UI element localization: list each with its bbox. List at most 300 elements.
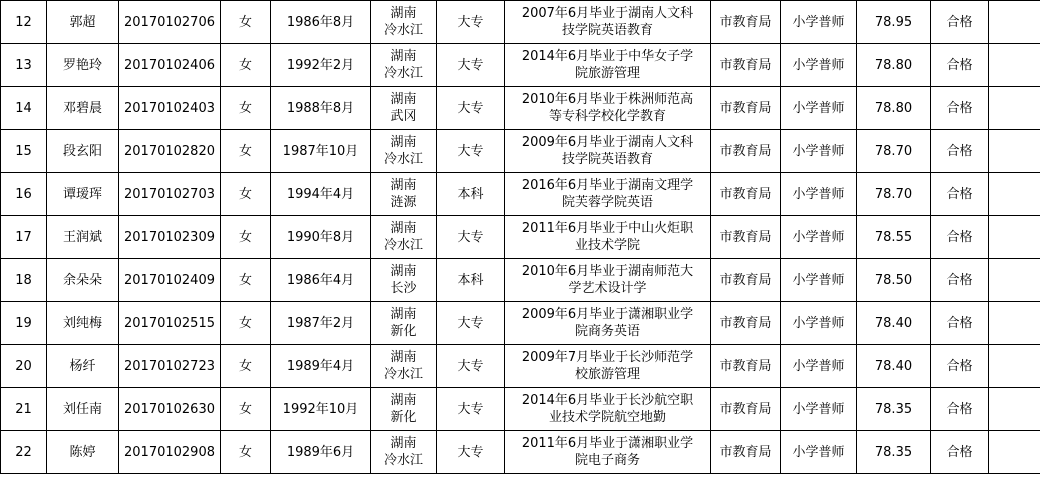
table-row [1, 87, 1044, 130]
cell-exam-id [119, 388, 221, 431]
field-gender: 女 [238, 401, 252, 417]
field-score: 78.50 [874, 272, 913, 288]
table-row [1, 431, 1044, 474]
cell-origin [371, 87, 437, 130]
field-no: 15 [15, 143, 32, 159]
cell-score [857, 388, 931, 431]
field-no: 13 [15, 57, 32, 73]
cell-post [781, 388, 857, 431]
table-row [1, 302, 1044, 345]
field-origin2: 长沙 [390, 281, 417, 296]
field-edu1: 2016年6月毕业于湖南文理学 [521, 178, 694, 193]
field-post: 小学普师 [792, 315, 845, 331]
cell-education [505, 44, 711, 87]
cell-unit [711, 87, 781, 130]
field-edu1: 2007年6月毕业于湖南人文科 [521, 6, 694, 21]
field-result: 合格 [946, 358, 973, 374]
cell-empty [989, 173, 1044, 216]
field-origin1: 湖南 [390, 264, 417, 279]
field-unit: 市教育局 [719, 143, 772, 159]
field-score: 78.70 [874, 186, 913, 202]
cell-score [857, 302, 931, 345]
cell-unit [711, 130, 781, 173]
cell-unit [711, 388, 781, 431]
field-degree: 大专 [457, 57, 484, 73]
field-origin2: 冷水江 [383, 66, 423, 81]
field-origin1: 湖南 [390, 135, 417, 150]
cell-score [857, 216, 931, 259]
field-edu2: 业技术学院航空地勤 [548, 410, 666, 425]
field-edu2: 技学院英语教育 [561, 152, 653, 167]
cell-unit [711, 1, 781, 44]
field-result: 合格 [946, 57, 973, 73]
field-post: 小学普师 [792, 401, 845, 417]
field-id: 20170102908 [124, 444, 215, 460]
field-edu2: 学艺术设计学 [568, 281, 647, 296]
cell-no [1, 87, 47, 130]
cell-name [47, 259, 119, 302]
field-post: 小学普师 [792, 186, 845, 202]
cell-birth [271, 302, 371, 345]
field-origin2: 冷水江 [383, 238, 423, 253]
cell-education [505, 388, 711, 431]
cell-gender [221, 216, 271, 259]
field-no: 21 [15, 401, 32, 417]
field-birth: 1988年8月 [286, 100, 355, 116]
cell-result [931, 431, 989, 474]
field-id: 20170102820 [124, 143, 215, 159]
cell-name [47, 302, 119, 345]
table-row [1, 1, 1044, 44]
cell-birth [271, 130, 371, 173]
cell-empty [989, 44, 1044, 87]
field-no: 20 [15, 358, 32, 374]
field-degree: 本科 [457, 186, 484, 202]
table-row [1, 44, 1044, 87]
cell-unit [711, 431, 781, 474]
cell-education [505, 216, 711, 259]
cell-exam-id [119, 431, 221, 474]
field-result: 合格 [946, 14, 973, 30]
cell-origin [371, 259, 437, 302]
cell-name [47, 431, 119, 474]
field-score: 78.40 [874, 358, 913, 374]
table-body [1, 1, 1044, 474]
field-no: 19 [15, 315, 32, 331]
cell-result [931, 302, 989, 345]
field-birth: 1987年10月 [282, 143, 359, 159]
field-edu1: 2009年6月毕业于湖南人文科 [521, 135, 694, 150]
cell-birth [271, 173, 371, 216]
field-birth: 1990年8月 [286, 229, 355, 245]
cell-birth [271, 345, 371, 388]
cell-no [1, 173, 47, 216]
cell-origin [371, 431, 437, 474]
cell-education [505, 130, 711, 173]
cell-exam-id [119, 130, 221, 173]
cell-name [47, 388, 119, 431]
field-edu1: 2009年6月毕业于潇湘职业学 [521, 307, 694, 322]
cell-exam-id [119, 216, 221, 259]
field-degree: 大专 [457, 358, 484, 374]
cell-result [931, 130, 989, 173]
field-unit: 市教育局 [719, 444, 772, 460]
cell-post [781, 216, 857, 259]
field-no: 12 [15, 14, 32, 30]
field-birth: 1987年2月 [286, 315, 355, 331]
table-row [1, 173, 1044, 216]
cell-no [1, 259, 47, 302]
field-score: 78.40 [874, 315, 913, 331]
cell-name [47, 1, 119, 44]
cell-birth [271, 44, 371, 87]
field-edu1: 2010年6月毕业于株洲师范高 [521, 92, 694, 107]
field-name: 郭超 [69, 14, 96, 30]
cell-score [857, 345, 931, 388]
field-gender: 女 [238, 358, 252, 374]
field-birth: 1989年4月 [286, 358, 355, 374]
field-origin2: 冷水江 [383, 152, 423, 167]
field-gender: 女 [238, 14, 252, 30]
field-id: 20170102630 [124, 401, 215, 417]
cell-degree [437, 431, 505, 474]
cell-exam-id [119, 44, 221, 87]
cell-name [47, 130, 119, 173]
cell-gender [221, 302, 271, 345]
field-result: 合格 [946, 229, 973, 245]
cell-degree [437, 1, 505, 44]
cell-post [781, 173, 857, 216]
field-edu2: 等专科学校化学教育 [548, 109, 666, 124]
cell-empty [989, 130, 1044, 173]
cell-result [931, 1, 989, 44]
field-name: 罗艳玲 [62, 57, 102, 73]
cell-education [505, 1, 711, 44]
cell-score [857, 259, 931, 302]
cell-exam-id [119, 345, 221, 388]
field-edu2: 院旅游管理 [574, 66, 640, 81]
field-origin1: 湖南 [390, 92, 417, 107]
table-row [1, 345, 1044, 388]
cell-no [1, 130, 47, 173]
cell-result [931, 87, 989, 130]
cell-exam-id [119, 173, 221, 216]
cell-empty [989, 388, 1044, 431]
field-result: 合格 [946, 100, 973, 116]
cell-degree [437, 44, 505, 87]
field-no: 16 [15, 186, 32, 202]
cell-post [781, 431, 857, 474]
cell-education [505, 173, 711, 216]
cell-gender [221, 44, 271, 87]
field-gender: 女 [238, 315, 252, 331]
cell-exam-id [119, 259, 221, 302]
field-unit: 市教育局 [719, 57, 772, 73]
field-post: 小学普师 [792, 272, 845, 288]
field-name: 刘纯梅 [62, 315, 102, 331]
cell-score [857, 173, 931, 216]
cell-degree [437, 87, 505, 130]
cell-unit [711, 173, 781, 216]
field-score: 78.70 [874, 143, 913, 159]
field-no: 22 [15, 444, 32, 460]
field-origin1: 湖南 [390, 178, 417, 193]
cell-exam-id [119, 1, 221, 44]
field-origin1: 湖南 [390, 49, 417, 64]
cell-gender [221, 259, 271, 302]
field-origin2: 新化 [390, 410, 417, 425]
cell-empty [989, 216, 1044, 259]
cell-degree [437, 216, 505, 259]
cell-score [857, 130, 931, 173]
cell-origin [371, 1, 437, 44]
cell-no [1, 431, 47, 474]
field-id: 20170102406 [124, 57, 215, 73]
field-id: 20170102409 [124, 272, 215, 288]
field-name: 谭瑷珲 [62, 186, 102, 202]
cell-post [781, 302, 857, 345]
field-score: 78.80 [874, 100, 913, 116]
field-name: 杨纤 [69, 358, 96, 374]
field-birth: 1992年2月 [286, 57, 355, 73]
field-birth: 1986年4月 [286, 272, 355, 288]
cell-unit [711, 44, 781, 87]
cell-birth [271, 259, 371, 302]
field-origin1: 湖南 [390, 350, 417, 365]
cell-gender [221, 1, 271, 44]
field-result: 合格 [946, 315, 973, 331]
cell-unit [711, 259, 781, 302]
field-edu1: 2011年6月毕业于潇湘职业学 [521, 436, 694, 451]
cell-gender [221, 87, 271, 130]
cell-no [1, 1, 47, 44]
cell-birth [271, 388, 371, 431]
cell-origin [371, 216, 437, 259]
page-edge [1040, 0, 1044, 486]
field-origin1: 湖南 [390, 6, 417, 21]
table-row [1, 130, 1044, 173]
cell-no [1, 345, 47, 388]
cell-education [505, 87, 711, 130]
cell-name [47, 87, 119, 130]
cell-no [1, 388, 47, 431]
cell-empty [989, 87, 1044, 130]
field-post: 小学普师 [792, 57, 845, 73]
cell-degree [437, 259, 505, 302]
cell-score [857, 44, 931, 87]
cell-empty [989, 259, 1044, 302]
cell-no [1, 216, 47, 259]
cell-empty [989, 302, 1044, 345]
field-degree: 大专 [457, 401, 484, 417]
field-origin2: 武冈 [390, 109, 417, 124]
cell-result [931, 216, 989, 259]
cell-post [781, 345, 857, 388]
cell-unit [711, 345, 781, 388]
cell-post [781, 259, 857, 302]
cell-degree [437, 388, 505, 431]
field-id: 20170102723 [124, 358, 215, 374]
field-gender: 女 [238, 229, 252, 245]
field-edu1: 2014年6月毕业于中华女子学 [521, 49, 694, 64]
field-name: 刘任南 [62, 401, 102, 417]
field-gender: 女 [238, 57, 252, 73]
cell-name [47, 173, 119, 216]
field-result: 合格 [946, 272, 973, 288]
cell-birth [271, 1, 371, 44]
field-result: 合格 [946, 186, 973, 202]
field-unit: 市教育局 [719, 14, 772, 30]
cell-post [781, 44, 857, 87]
field-edu2: 技学院英语教育 [561, 23, 653, 38]
field-id: 20170102706 [124, 14, 215, 30]
field-degree: 大专 [457, 444, 484, 460]
cell-empty [989, 431, 1044, 474]
field-edu1: 2010年6月毕业于湖南师范大 [521, 264, 694, 279]
field-origin1: 湖南 [390, 307, 417, 322]
field-result: 合格 [946, 143, 973, 159]
field-origin2: 新化 [390, 324, 417, 339]
cell-degree [437, 345, 505, 388]
field-birth: 1989年6月 [286, 444, 355, 460]
cell-post [781, 130, 857, 173]
cell-result [931, 388, 989, 431]
cell-gender [221, 388, 271, 431]
field-name: 陈婷 [69, 444, 96, 460]
field-unit: 市教育局 [719, 401, 772, 417]
cell-origin [371, 388, 437, 431]
field-unit: 市教育局 [719, 358, 772, 374]
field-post: 小学普师 [792, 100, 845, 116]
field-degree: 大专 [457, 143, 484, 159]
cell-origin [371, 302, 437, 345]
field-edu2: 院电子商务 [574, 453, 640, 468]
field-edu1: 2014年6月毕业于长沙航空职 [521, 393, 694, 408]
cell-score [857, 431, 931, 474]
cell-result [931, 44, 989, 87]
field-result: 合格 [946, 444, 973, 460]
cell-degree [437, 302, 505, 345]
field-edu2: 业技术学院 [574, 238, 640, 253]
field-no: 17 [15, 229, 32, 245]
field-id: 20170102515 [124, 315, 215, 331]
cell-origin [371, 345, 437, 388]
cell-gender [221, 431, 271, 474]
field-post: 小学普师 [792, 14, 845, 30]
cell-post [781, 1, 857, 44]
cell-degree [437, 130, 505, 173]
field-unit: 市教育局 [719, 229, 772, 245]
cell-no [1, 302, 47, 345]
field-origin2: 冷水江 [383, 23, 423, 38]
field-score: 78.95 [874, 14, 913, 30]
field-degree: 本科 [457, 272, 484, 288]
cell-exam-id [119, 87, 221, 130]
cell-result [931, 173, 989, 216]
cell-empty [989, 1, 1044, 44]
cell-no [1, 44, 47, 87]
field-name: 王润斌 [62, 229, 102, 245]
field-degree: 大专 [457, 229, 484, 245]
field-post: 小学普师 [792, 358, 845, 374]
cell-result [931, 259, 989, 302]
field-gender: 女 [238, 272, 252, 288]
field-origin1: 湖南 [390, 221, 417, 236]
cell-birth [271, 216, 371, 259]
field-edu2: 院商务英语 [574, 324, 640, 339]
cell-birth [271, 87, 371, 130]
cell-exam-id [119, 302, 221, 345]
table-row [1, 388, 1044, 431]
cell-result [931, 345, 989, 388]
cell-gender [221, 130, 271, 173]
field-origin2: 冷水江 [383, 453, 423, 468]
field-origin2: 涟源 [390, 195, 417, 210]
field-origin1: 湖南 [390, 436, 417, 451]
field-name: 邓碧晨 [62, 100, 102, 116]
cell-education [505, 259, 711, 302]
field-origin1: 湖南 [390, 393, 417, 408]
field-birth: 1994年4月 [286, 186, 355, 202]
field-score: 78.80 [874, 57, 913, 73]
field-score: 78.35 [874, 401, 913, 417]
field-name: 余朵朵 [62, 272, 102, 288]
field-post: 小学普师 [792, 143, 845, 159]
cell-unit [711, 302, 781, 345]
cell-score [857, 1, 931, 44]
cell-gender [221, 173, 271, 216]
field-gender: 女 [238, 100, 252, 116]
cell-unit [711, 216, 781, 259]
cell-name [47, 345, 119, 388]
field-unit: 市教育局 [719, 186, 772, 202]
cell-name [47, 216, 119, 259]
field-result: 合格 [946, 401, 973, 417]
cell-origin [371, 44, 437, 87]
field-unit: 市教育局 [719, 100, 772, 116]
field-origin2: 冷水江 [383, 367, 423, 382]
field-gender: 女 [238, 186, 252, 202]
field-edu1: 2009年7月毕业于长沙师范学 [521, 350, 694, 365]
field-degree: 大专 [457, 315, 484, 331]
field-score: 78.35 [874, 444, 913, 460]
field-unit: 市教育局 [719, 272, 772, 288]
field-name: 段玄阳 [62, 143, 102, 159]
field-no: 18 [15, 272, 32, 288]
cell-education [505, 431, 711, 474]
field-id: 20170102309 [124, 229, 215, 245]
field-birth: 1992年10月 [282, 401, 359, 417]
cell-name [47, 44, 119, 87]
cell-score [857, 87, 931, 130]
field-gender: 女 [238, 143, 252, 159]
cell-degree [437, 173, 505, 216]
field-degree: 大专 [457, 100, 484, 116]
field-no: 14 [15, 100, 32, 116]
field-edu2: 院芙蓉学院英语 [561, 195, 653, 210]
field-post: 小学普师 [792, 444, 845, 460]
table-row [1, 259, 1044, 302]
cell-post [781, 87, 857, 130]
cell-gender [221, 345, 271, 388]
field-score: 78.55 [874, 229, 913, 245]
cell-origin [371, 173, 437, 216]
table-row [1, 216, 1044, 259]
field-edu2: 校旅游管理 [574, 367, 640, 382]
cell-origin [371, 130, 437, 173]
cell-education [505, 302, 711, 345]
field-id: 20170102403 [124, 100, 215, 116]
